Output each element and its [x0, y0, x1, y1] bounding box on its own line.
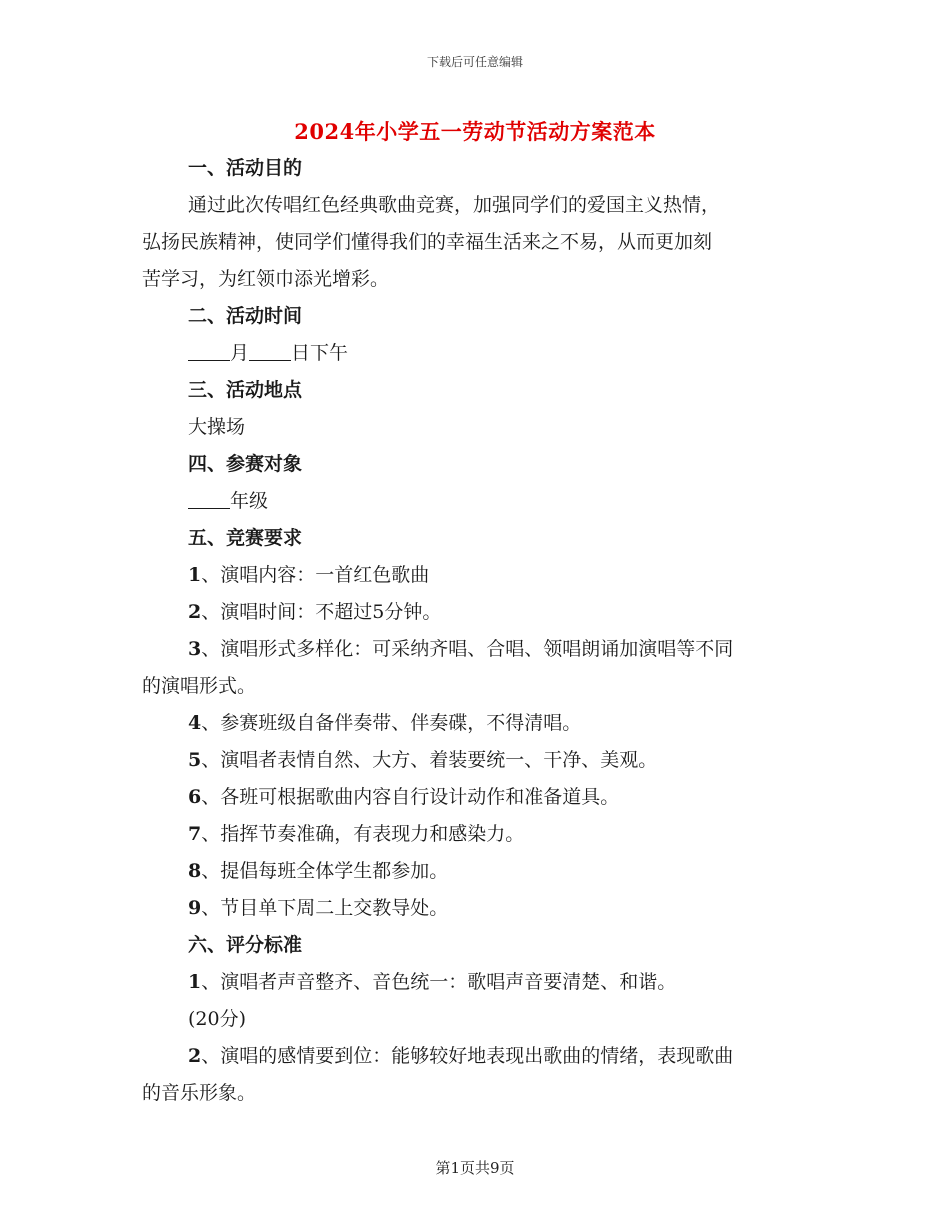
item-text: 、演唱内容：一首红色歌曲 — [201, 564, 430, 586]
item-text: 、节目单下周二上交教导处。 — [201, 897, 449, 919]
grade-label: 年级 — [230, 490, 269, 512]
item-text: 、各班可根据歌曲内容自行设计动作和准备道具。 — [201, 786, 620, 808]
requirement-item-1 — [142, 557, 807, 594]
item-text: 、提倡每班全体学生都参加。 — [201, 860, 449, 882]
requirement-item-2 — [142, 594, 807, 631]
grade-blank — [188, 488, 230, 509]
item-number: 1 — [188, 564, 202, 586]
document-title: 2024年小学五一劳动节活动方案范本 — [294, 119, 656, 144]
scoring-item-1 — [142, 964, 807, 1001]
requirement-item-5 — [142, 742, 807, 779]
item-text: 、演唱时间：不超过5分钟。 — [201, 601, 442, 623]
item-number: 3 — [188, 638, 202, 660]
requirement-item-4 — [142, 705, 807, 742]
scoring-item-2 — [142, 1038, 807, 1075]
time-value — [142, 335, 807, 372]
item-text: 、演唱的感情要到位：能够较好地表现出歌曲的情绪，表现歌曲 — [201, 1045, 734, 1067]
scoring-item-1-score: (20分) — [188, 1008, 247, 1030]
item-number: 8 — [188, 860, 202, 882]
item-number: 2 — [188, 1045, 202, 1067]
item-number: 9 — [188, 897, 202, 919]
requirement-item-6 — [142, 779, 807, 816]
purpose-line-1: 通过此次传唱红色经典歌曲竞赛，加强同学们的爱国主义热情， — [188, 194, 721, 216]
item-text: 、演唱形式多样化：可采纳齐唱、合唱、领唱朗诵加演唱等不同 — [201, 638, 734, 660]
item-number: 6 — [188, 786, 202, 808]
participants-value — [142, 483, 807, 520]
section-heading-scoring: 六、评分标准 — [188, 934, 303, 956]
purpose-paragraph — [142, 187, 807, 298]
requirement-item-7 — [142, 816, 807, 853]
item-text: 、演唱者声音整齐、音色统一：歌唱声音要清楚、和谐。 — [201, 971, 677, 993]
section-heading-participants: 四、参赛对象 — [188, 453, 303, 475]
month-blank — [188, 340, 230, 361]
item-number: 5 — [188, 749, 202, 771]
requirement-item-8 — [142, 853, 807, 890]
section-heading-purpose: 一、活动目的 — [188, 157, 303, 179]
requirement-item-3-cont: 的演唱形式。 — [142, 675, 257, 697]
purpose-line-2: 弘扬民族精神，使同学们懂得我们的幸福生活来之不易，从而更加刻 — [142, 231, 713, 253]
section-heading-time: 二、活动时间 — [188, 305, 303, 327]
page-footer: 第1页共9页 — [435, 1159, 515, 1177]
month-label: 月 — [230, 342, 250, 364]
item-number: 7 — [188, 823, 202, 845]
section-heading-location: 三、活动地点 — [188, 379, 303, 401]
item-number: 4 — [188, 712, 202, 734]
requirement-item-9 — [142, 890, 807, 927]
document-body — [142, 150, 807, 1112]
section-heading-requirements: 五、竞赛要求 — [188, 527, 303, 549]
location-value: 大操场 — [188, 416, 246, 438]
header-note: 下载后可任意编辑 — [426, 55, 523, 69]
item-text: 、演唱者表情自然、大方、着装要统一、干净、美观。 — [201, 749, 658, 771]
day-blank — [249, 340, 291, 361]
requirement-item-3 — [142, 631, 807, 668]
scoring-item-2-cont: 的音乐形象。 — [142, 1082, 257, 1104]
item-text: 、参赛班级自备伴奏带、伴奏碟，不得清唱。 — [201, 712, 582, 734]
item-number: 1 — [188, 971, 202, 993]
purpose-line-3: 苦学习，为红领巾添光增彩。 — [142, 268, 390, 290]
item-number: 2 — [188, 601, 202, 623]
item-text: 、指挥节奏准确，有表现力和感染力。 — [201, 823, 525, 845]
day-label: 日下午 — [291, 342, 349, 364]
